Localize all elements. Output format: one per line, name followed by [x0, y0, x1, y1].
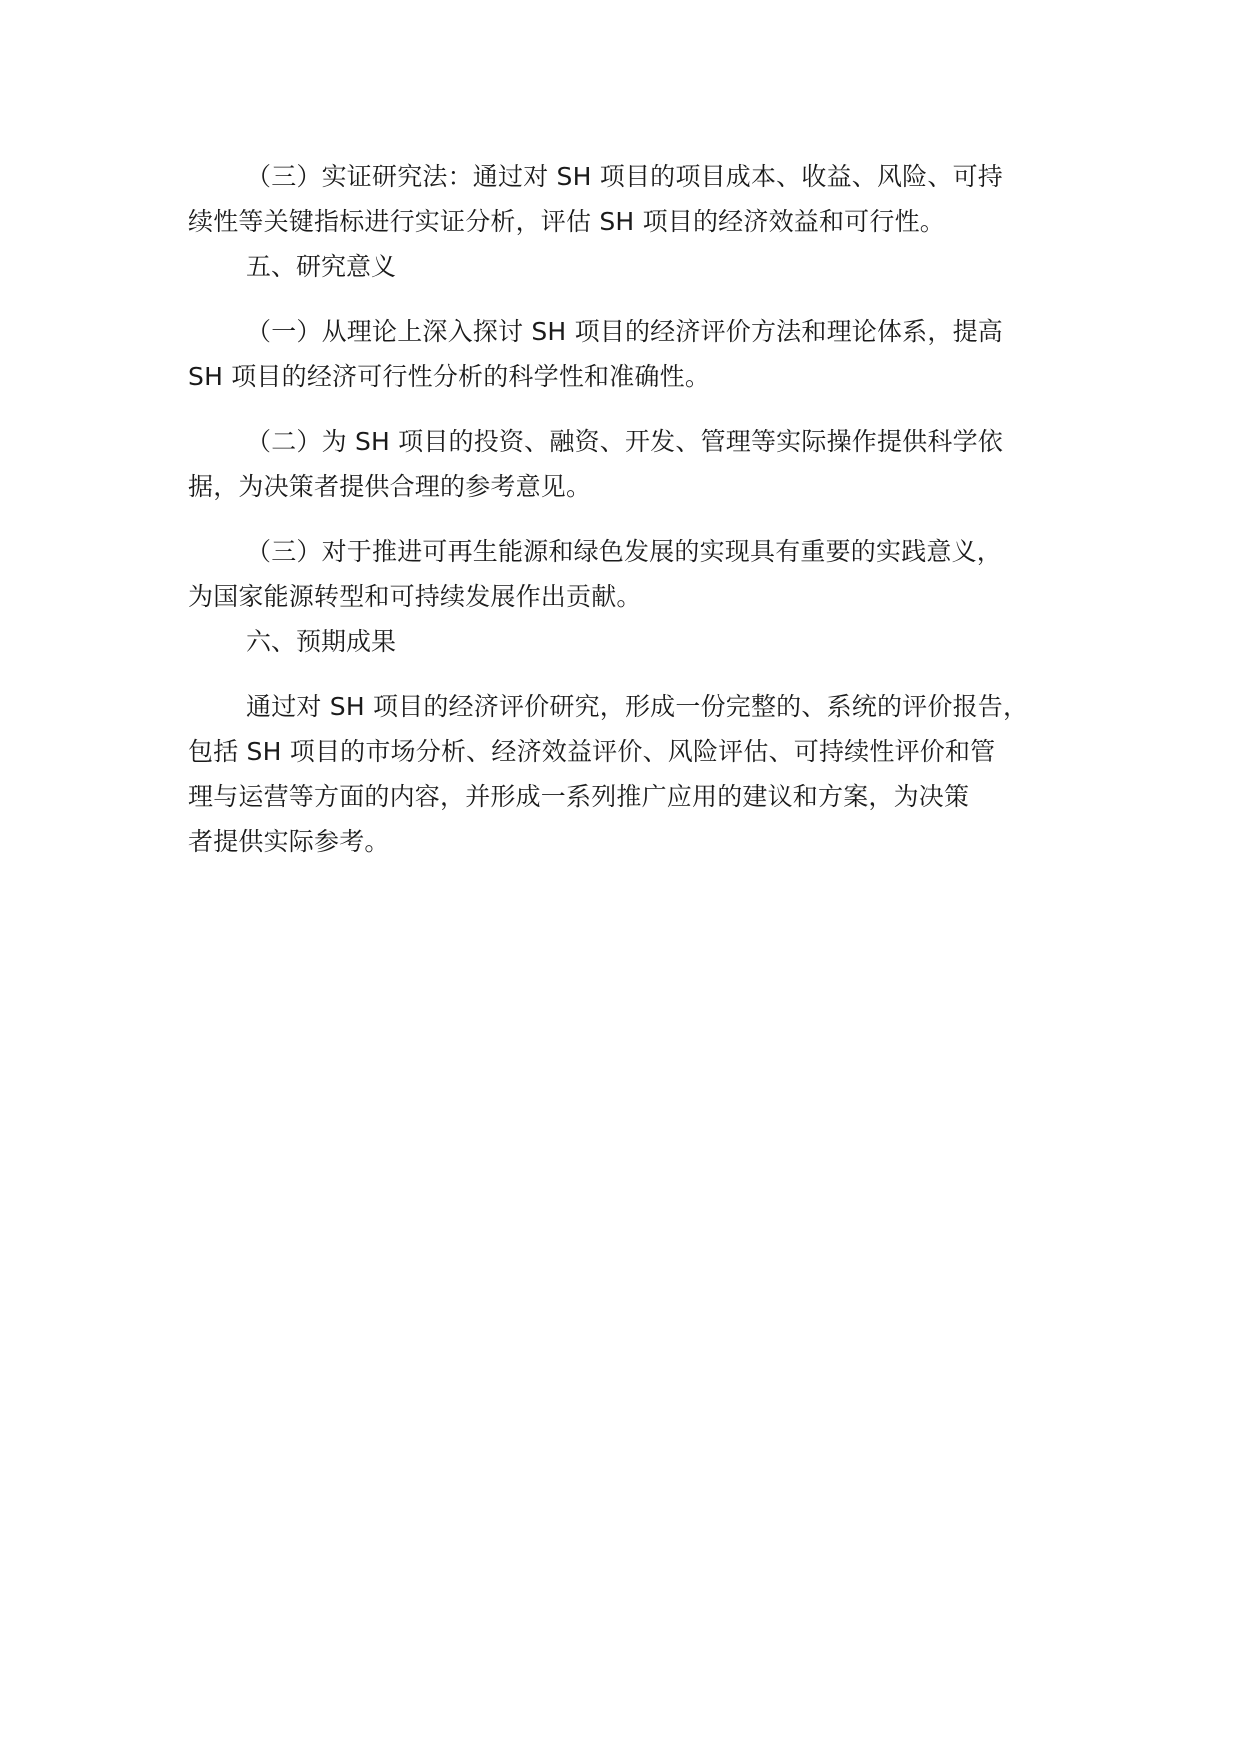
paragraph-significance-1: [188, 309, 1088, 399]
paragraph-line: （三）对于推进可再生能源和绿色发展的实现具有重要的实践意义，: [246, 537, 1003, 566]
heading-research-significance: 五、研究意义: [246, 252, 397, 281]
paragraph-expected-results: [188, 684, 1088, 864]
paragraph-line: （二）为 SH 项目的投资、融资、开发、管理等实际操作提供科学依: [246, 427, 1003, 456]
paragraph-line: 为国家能源转型和可持续发展作出贡献。: [188, 582, 642, 611]
paragraph-line: 理与运营等方面的内容，并形成一系列推广应用的建议和方案，为决策: [188, 782, 970, 811]
paragraph-line: 者提供实际参考。: [188, 827, 390, 856]
paragraph-significance-3: [188, 529, 1088, 619]
paragraph-line: SH 项目的经济可行性分析的科学性和准确性。: [188, 362, 711, 391]
paragraph-line: 包括 SH 项目的市场分析、经济效益评价、风险评估、可持续性评价和管: [188, 737, 996, 766]
document-body: [188, 154, 1088, 864]
paragraph-line: 据，为决策者提供合理的参考意见。: [188, 472, 592, 501]
heading-expected-results: 六、预期成果: [246, 627, 397, 656]
paragraph-line: 通过对 SH 项目的经济评价研究，形成一份完整的、系统的评价报告，: [246, 692, 1029, 721]
paragraph-line: 续性等关键指标进行实证分析，评估 SH 项目的经济效益和可行性。: [188, 207, 945, 236]
paragraph-significance-2: [188, 419, 1088, 509]
paragraph-line: （一）从理论上深入探讨 SH 项目的经济评价方法和理论体系，提高: [246, 317, 1003, 346]
paragraph-line: （三）实证研究法：通过对 SH 项目的项目成本、收益、风险、可持: [246, 162, 1003, 191]
paragraph-empirical-method: [188, 154, 1088, 244]
